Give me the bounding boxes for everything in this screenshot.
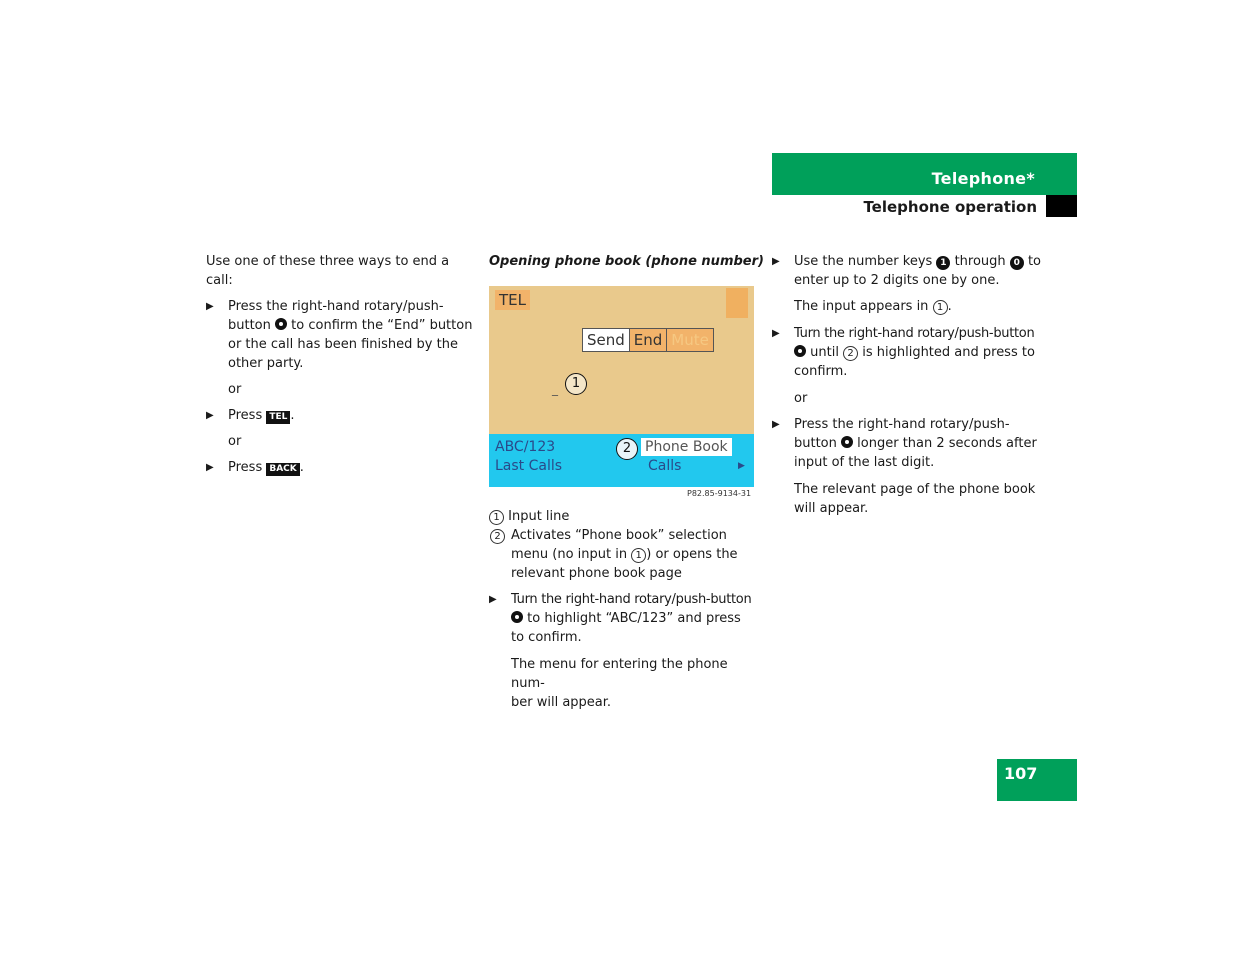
bullet-arrow-icon: ▶ <box>772 419 780 430</box>
tel-key-icon: TEL <box>266 411 290 424</box>
screen-tel-label: TEL <box>495 290 530 310</box>
subsection-marker <box>1046 195 1077 217</box>
input-cursor: _ <box>552 382 558 396</box>
column-1 <box>206 252 474 477</box>
callout-1-icon: 1 <box>631 548 646 563</box>
rotary-knob-icon <box>794 345 806 357</box>
callout-2: 2 <box>616 438 638 460</box>
column-3 <box>772 252 1042 518</box>
key-1-icon: 1 <box>936 256 950 270</box>
callout-2-icon: 2 <box>843 346 858 361</box>
page-number: 107 <box>1004 764 1038 783</box>
result-input-appears: The input appears in 1 . <box>794 299 952 314</box>
bullet-arrow-icon: ▶ <box>772 256 780 267</box>
subsection-title: Telephone operation <box>863 198 1037 216</box>
key-0-icon: 0 <box>1010 256 1024 270</box>
step-number-keys: ▶ Use the number keys 1 through 0 to enter up to 2 digits one by one. <box>772 254 1042 288</box>
result-text: The menu for entering the phone num- ber will appear. <box>511 657 728 710</box>
bullet-arrow-icon: ▶ <box>772 328 780 339</box>
legend-1: 1 Input line <box>489 507 757 526</box>
intro-text: Use one of these three ways to end a call: <box>206 254 450 288</box>
screen-abc-label: ABC/123 <box>495 439 556 455</box>
step-press-longer: ▶ Press the right-hand rotary/push- button longer than 2 seconds after input of the last digit. <box>772 417 1037 470</box>
screen-phone-book-label: Phone Book <box>641 438 732 456</box>
screen-bottom-bar <box>489 434 754 487</box>
bullet-arrow-icon: ▶ <box>206 462 214 473</box>
bullet-arrow-icon: ▶ <box>206 301 214 312</box>
or-text: or <box>228 434 242 449</box>
or-text: or <box>794 391 808 406</box>
step-1: ▶ Press the right-hand rotary/push- button to confirm the “End” button or the call has been finished by the other party. <box>206 299 473 371</box>
screen-last-calls-label: Last Calls <box>495 458 563 474</box>
bullet-arrow-icon: ▶ <box>206 410 214 421</box>
signal-strength-icon <box>726 288 748 318</box>
rotary-knob-icon <box>511 611 523 623</box>
section-title: Telephone* <box>931 169 1035 188</box>
step-turn-until: ▶ Turn the right-hand rotary/push-button until 2 is highlighted and press to confirm. <box>772 326 1035 379</box>
screen-send-button: Send <box>587 331 625 349</box>
bullet-arrow-icon: ▶ <box>489 594 497 605</box>
figure-code: P82.85-9134-31 <box>687 489 752 498</box>
result-phone-book-page: The relevant page of the phone book will appear. <box>794 482 1036 516</box>
column-2 <box>489 507 757 712</box>
rotary-knob-icon <box>841 436 853 448</box>
step-highlight-abc: ▶ Turn the right-hand rotary/push-button to highlight “ABC/123” and press to confirm. <box>489 592 752 645</box>
back-key-icon: BACK <box>266 463 299 476</box>
section-heading: Opening phone book (phone number) <box>489 254 764 269</box>
step-2: ▶ Press TEL . <box>206 408 295 423</box>
callout-1: 1 <box>565 373 587 395</box>
screen-call-buttons <box>582 328 714 352</box>
or-text: or <box>228 382 242 397</box>
callout-1-icon: 1 <box>933 300 948 315</box>
rotary-knob-icon <box>275 318 287 330</box>
callout-1-icon: 1 <box>489 510 504 525</box>
step-3: ▶ Press BACK . <box>206 460 304 475</box>
page-number-box <box>997 759 1077 801</box>
display-screenshot <box>489 286 754 487</box>
arrow-right-icon: ▶ <box>738 461 745 471</box>
section-header-bar <box>772 153 1077 195</box>
callout-2-icon: 2 <box>490 529 505 544</box>
legend-2: 2 Activates “Phone book” selection menu (no input in 1 ) or opens the relevant phone book page <box>489 526 757 583</box>
screen-mute-button: Mute <box>667 329 713 351</box>
screen-calls-label: Calls <box>648 458 682 474</box>
screen-end-button: End <box>629 329 668 351</box>
